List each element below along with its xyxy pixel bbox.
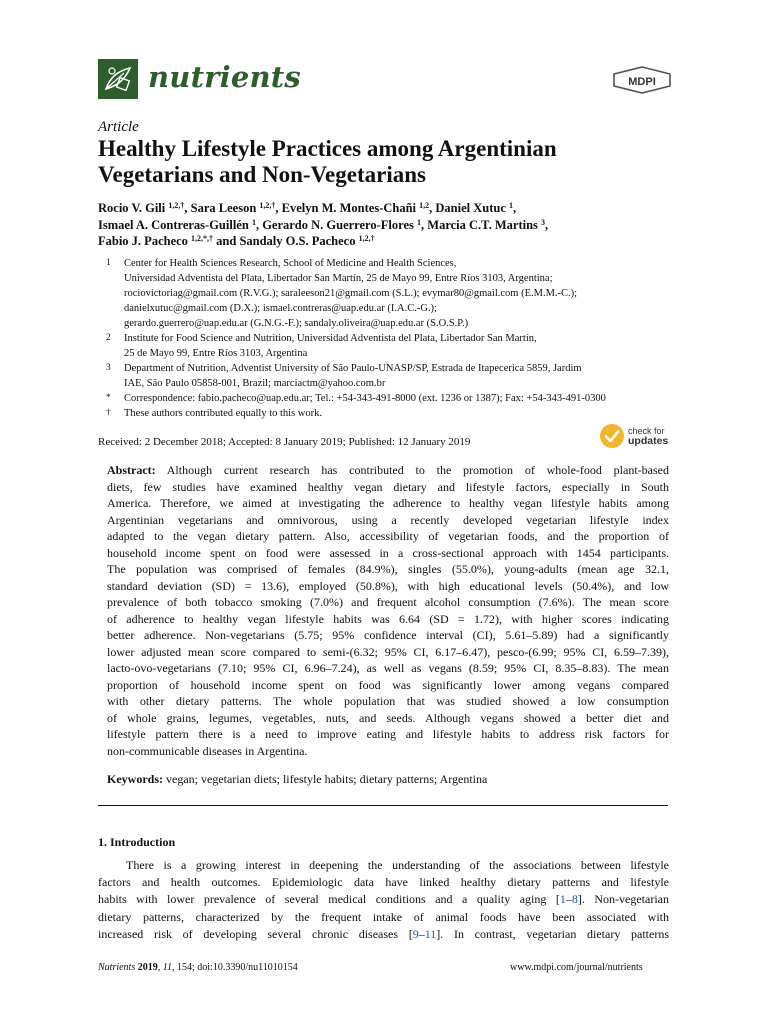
abstract-line: non-communicable diseases in Argentina. <box>107 743 308 758</box>
author-name[interactable]: Evelyn M. Montes-Chañi <box>281 201 420 215</box>
affiliation-line: Department of Nutrition, Adventist University of São Paulo-UNASP/SP, Estrada de Itapecerica 5859, Jardim <box>124 363 582 374</box>
author-name[interactable]: Sara Leeson <box>190 201 260 215</box>
keywords-text: vegan; vegetarian diets; lifestyle habits; dietary patterns; Argentina <box>166 772 488 786</box>
paper-title <box>98 136 698 188</box>
publication-dates: Received: 2 December 2018; Accepted: 8 January 2019; Published: 12 January 2019 <box>98 436 471 448</box>
abstract-line: of adherence to healthy vegan lifestyle habits was 6.64 (SD = 1.72), with higher scores indicating <box>107 611 669 626</box>
author-name[interactable]: Gerardo N. Guerrero-Flores <box>262 217 418 232</box>
check-updates-icon <box>600 424 624 448</box>
intro-line: increased risk of developing several chronic diseases [9–11]. In contrast, vegetarian dietary patterns <box>98 926 669 941</box>
intro-line: habits with lower prevalence of several medical conditions and a quality aging [1–8]. Non-vegetarian <box>98 892 669 907</box>
mdpi-logo-text: MDPI <box>628 76 656 88</box>
badge-line-2: updates <box>628 435 669 447</box>
abstract-line: diets, few studies have examined healthy vegan dietary and lifestyle factors, especially in South <box>107 479 669 494</box>
footer-url[interactable]: www.mdpi.com/journal/nutrients <box>510 962 643 973</box>
author-affiliation-marks: 1 <box>417 217 422 227</box>
author-name[interactable]: Marcia C.T. Martins <box>427 217 542 232</box>
abstract-line: proportion of household income spent on food was significantly lower among vegans compared <box>107 677 669 692</box>
author-affiliation-marks: 1,2,† <box>358 234 375 243</box>
affiliation-marker: 1 <box>106 258 111 268</box>
abstract-line: of whole grains, legumes, vegetables, nuts, and seeds. Although vegans showed a better diet and <box>107 710 669 725</box>
affiliation-line: Center for Health Sciences Research, School of Medicine and Health Sciences, <box>124 258 457 269</box>
affiliation-marker: 3 <box>106 363 111 373</box>
intro-line: There is a growing interest in deepening the understanding of the associations between lifestyle <box>126 858 669 872</box>
section-heading-introduction: 1. Introduction <box>98 835 176 849</box>
citation-link[interactable]: 11 <box>424 926 437 941</box>
title-line: Healthy Lifestyle Practices among Argentinian <box>98 136 557 161</box>
check-for-updates-badge[interactable] <box>600 424 672 450</box>
affiliation-line: rociovictoriag@gmail.com (R.V.G.); saraleeson21@gmail.com (S.L.); evymar80@gmail.com (E.M.M.-C.); <box>124 288 578 299</box>
author-name[interactable]: Fabio J. Pacheco <box>98 234 192 248</box>
author-line: Rocio V. Gili $^{1,2,\dagger}$, Sara Leeson $^{1,2,\dagger}$, Evelyn M. Montes-Chañi $^{1,2}$, Daniel Xutuc $^1$, <box>98 201 517 215</box>
author-affiliation-marks: 3 <box>541 217 546 227</box>
abstract <box>107 462 669 759</box>
abstract-line: lifestyle pattern there is a need to improve eating and lifestyle habits to address risk factors for <box>107 727 669 741</box>
abstract-line: adapted to the vegan dietary pattern. Also, accessibility of vegetarian foods, and the proportion of <box>107 529 669 543</box>
abstract-line: better adherence. Non-vegetarians (5.75; 95% confidence interval (CI), 5.61–5.89) had a significantly <box>107 628 669 642</box>
intro-line: factors and health outcomes. Epidemiologic data have linked healthy dietary patterns and lifestyle <box>98 875 669 890</box>
citation-link[interactable]: 8 <box>571 892 578 907</box>
author-name[interactable]: Daniel Xutuc <box>435 201 510 215</box>
title-line: Vegetarians and Non-Vegetarians <box>98 162 426 187</box>
affiliation-marker: 2 <box>106 333 111 343</box>
affiliation-line: Institute for Food Science and Nutrition, Universidad Adventista del Plata, Libertador San Martín, <box>124 333 537 344</box>
affiliation-item <box>98 391 698 406</box>
author-list <box>98 200 698 250</box>
author-affiliation-marks: 1 <box>509 201 514 210</box>
footer-volume: 11 <box>162 962 172 973</box>
affiliation-item <box>98 331 698 361</box>
footer-year: 2019 <box>137 962 158 973</box>
affiliation-line: IAE, São Paulo 05858-001, Brazil; marciactm@yahoo.com.br <box>124 378 386 389</box>
affiliation-marker: * <box>106 393 111 403</box>
affiliation-line: danielxutuc@gmail.com (D.X.); ismael.contreras@uap.edu.ar (I.A.C.-G.); <box>124 303 437 314</box>
footer-journal: Nutrients <box>98 962 136 973</box>
author-name[interactable]: Ismael A. Contreras-Guillén <box>98 217 252 232</box>
author-name[interactable]: Rocio V. Gili <box>98 201 169 215</box>
affiliation-item <box>98 361 698 391</box>
keywords-label: Keywords: <box>107 772 163 786</box>
affiliation-line: 25 de Mayo 99, Entre Ríos 3103, Argentina <box>124 348 308 359</box>
author-affiliation-marks: 1,2 <box>419 201 430 210</box>
article-type: Article <box>98 119 139 135</box>
abstract-line: America. Therefore, we aimed at investigating the adherence to healthy vegan lifestyle habits among <box>107 496 669 510</box>
keywords <box>107 771 669 788</box>
abstract-line: lacto-ovo-vegetarians (7.10; 95% CI, 6.96–7.24), as well as vegans (8.59; 95% CI, 8.35–8.83). The mean <box>107 661 669 675</box>
abstract-label: Abstract: <box>107 463 156 477</box>
author-affiliation-marks: 1 <box>251 217 256 227</box>
footer-citation: Nutrients 2019, 11, 154; doi:10.3390/nu11010154 <box>98 962 298 973</box>
author-line: Ismael A. Contreras-Guillén $^1$, Gerardo N. Guerrero-Flores $^1$, Marcia C.T. Martins $^3$, <box>98 217 549 232</box>
abstract-line: Abstract: Although current research has contributed to the promotion of whole-food plant-based <box>107 463 669 477</box>
journal-logo-icon <box>98 59 138 99</box>
introduction-text <box>98 857 669 943</box>
author-line: Fabio J. Pacheco $^{1,2,*,\dagger}$ and Sandaly O.S. Pacheco $^{1,2,\dagger}$ <box>98 234 375 248</box>
abstract-line: household income spent on food were assessed in a cross-sectional approach with 1454 participants. <box>107 545 669 560</box>
journal-name: nutrients <box>148 60 301 94</box>
abstract-line: standard deviation (SD) = 13.6), employed (50.8%), with high educational levels (50.4%), and low <box>107 578 669 593</box>
badge-line-1: check for <box>628 426 665 436</box>
abstract-line: lower adjusted mean score compared to semi-(6.32; 95% CI, 6.17–6.47), pesco-(6.99; 95% CI, 6.59–7.39), <box>107 644 669 659</box>
affiliation-item <box>98 256 698 331</box>
section-divider <box>98 805 668 806</box>
affiliation-marker: † <box>106 408 111 418</box>
author-affiliation-marks: 1,2,† <box>259 201 276 210</box>
affiliation-line: Universidad Adventista del Plata, Libertador San Martín, 25 de Mayo 99, Entre Ríos 3103, Argentina; <box>124 273 553 284</box>
author-name[interactable]: Sandaly O.S. Pacheco <box>239 234 359 248</box>
affiliation-item <box>98 406 698 421</box>
intro-line: dietary patterns, characterized by the frequent intake of animal foods have been associated with <box>98 909 669 924</box>
abstract-line: Argentinian vegetarians and omnivorous, using a recently developed vegetarian lifestyle index <box>107 512 669 527</box>
footer-pages-doi: 154; doi:10.3390/nu11010154 <box>177 962 298 973</box>
author-affiliation-marks: 1,2,*,† <box>191 234 214 243</box>
abstract-line: with other dietary patterns. The whole population that was studied showed a low consumption <box>107 694 669 708</box>
abstract-line: The population was comprised of females (84.9%), singles (55.0%), young-adults (mean age 32.1, <box>107 562 669 576</box>
abstract-line: prevalence of both tobacco smoking (7.0%) and frequent alcohol consumption (7.6%). The mean score <box>107 595 669 609</box>
mdpi-logo-icon <box>612 66 672 94</box>
affiliation-line: These authors contributed equally to this work. <box>124 408 322 419</box>
affiliation-line: Correspondence: fabio.pacheco@uap.edu.ar; Tel.: +54-343-491-8000 (ext. 1236 or 1387); Fax: +54-343-491-0300 <box>124 393 606 404</box>
citation-link[interactable]: 1 <box>559 892 566 907</box>
affiliation-line: gerardo.guerrero@uap.edu.ar (G.N.G.-F.); sandaly.oliveira@uap.edu.ar (S.O.S.P.) <box>124 318 469 329</box>
citation-link[interactable]: 9 <box>412 926 419 941</box>
author-affiliation-marks: 1,2,† <box>168 201 185 210</box>
